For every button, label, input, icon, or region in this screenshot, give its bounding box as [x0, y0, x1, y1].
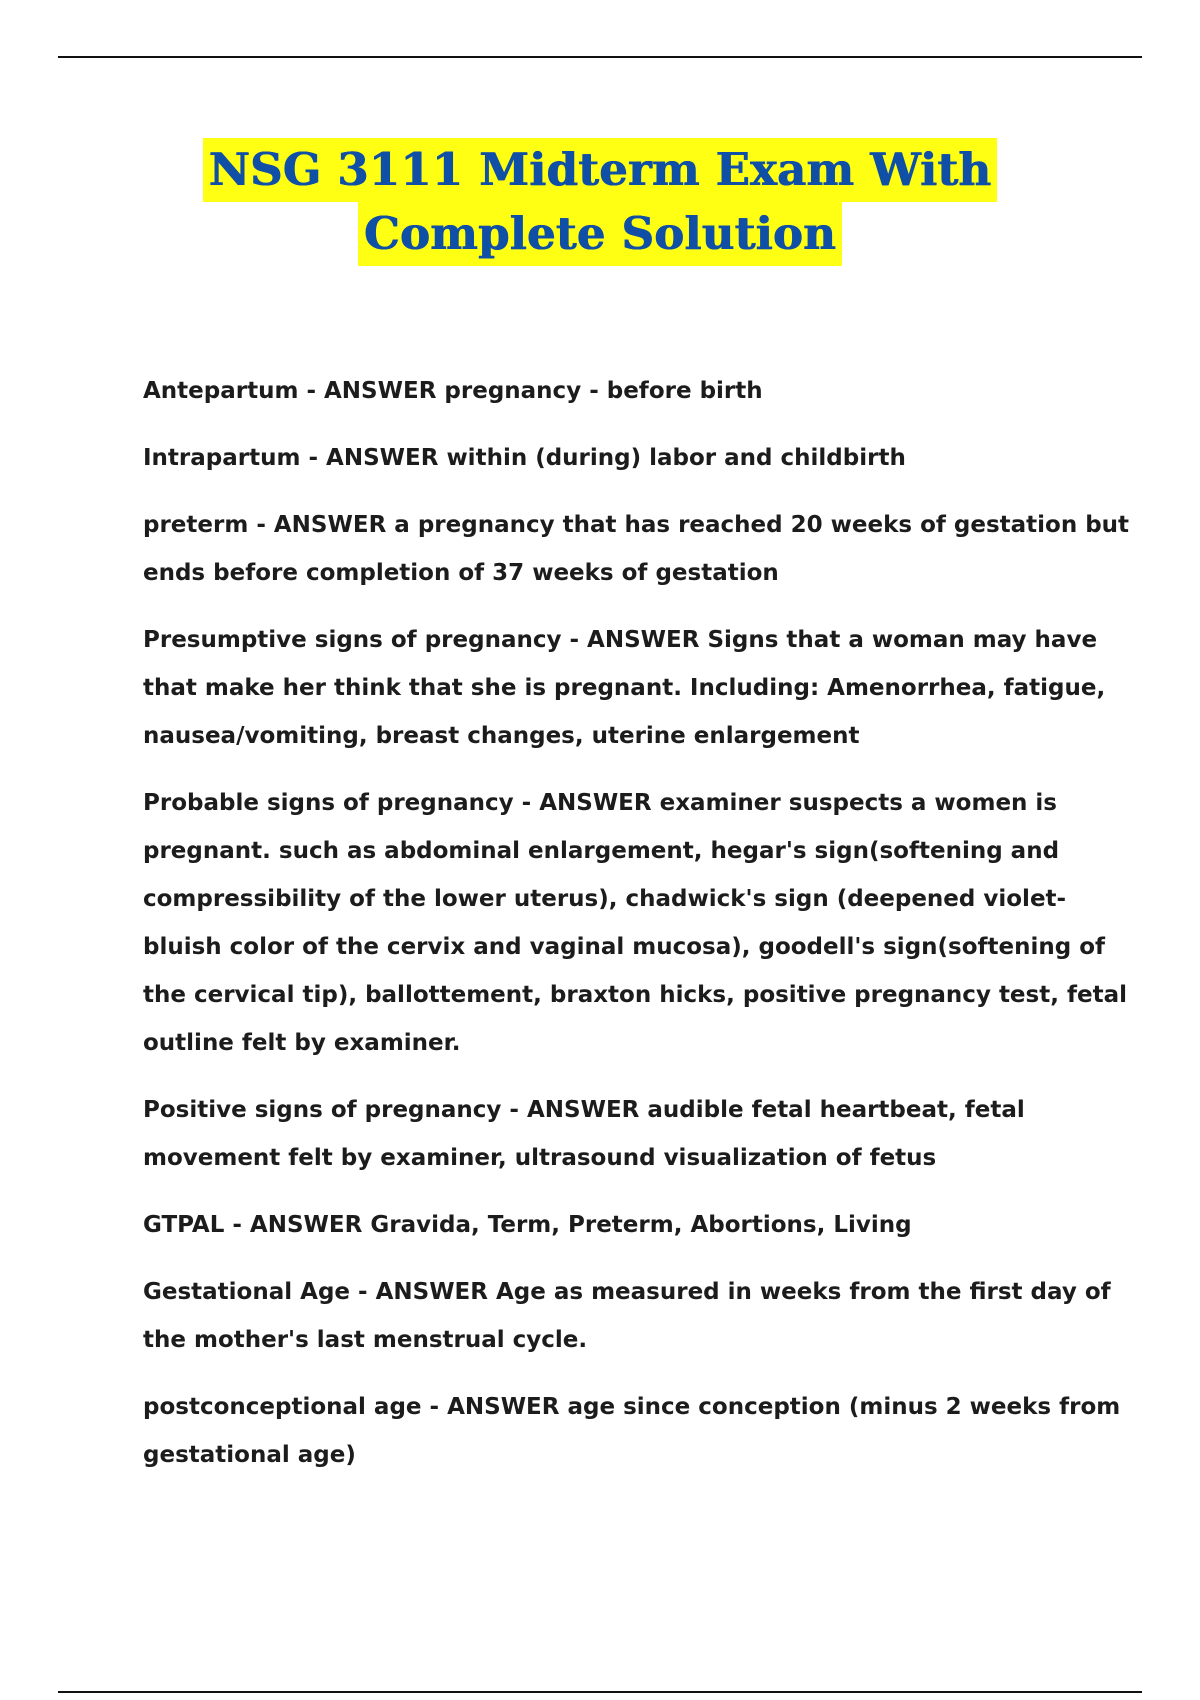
qa-answer: Signs that a woman may have that make her think that she is pregnant. Including: Amenorrhea, fatigue, nausea/vomiting, breast changes, uterine enlargement: [143, 627, 1106, 749]
title-line-2: Complete Solution: [358, 202, 842, 266]
qa-term: postconceptional age: [143, 1394, 422, 1420]
qa-answer: examiner suspects a women is pregnant. such as abdominal enlargement, hegar's sign(softening and compressibility of the lower uterus), chadwick's sign (deepened violet-bluish color of the cervix and vaginal mucosa), goodell's sign(softening of the cervical tip), ballottement, braxton hicks, positive pregnancy test, fetal outline felt by examiner.: [143, 790, 1127, 1056]
qa-item-preterm: [143, 501, 1143, 597]
qa-separator: - ANSWER: [300, 445, 447, 471]
qa-separator: - ANSWER: [421, 1394, 568, 1420]
qa-separator: - ANSWER: [561, 627, 708, 653]
qa-answer: audible fetal heartbeat, fetal movement felt by examiner, ultrasound visualization of fetus: [143, 1097, 1025, 1171]
bottom-rule: [58, 1691, 1142, 1693]
qa-term: Presumptive signs of pregnancy: [143, 627, 562, 653]
qa-term: Gestational Age: [143, 1279, 351, 1305]
qa-separator: - ANSWER: [350, 1279, 496, 1305]
qa-separator: - ANSWER: [513, 790, 660, 816]
qa-answer: Gravida, Term, Preterm, Abortions, Living: [370, 1212, 912, 1238]
qa-item-intrapartum: [143, 434, 1143, 482]
title-line-1: NSG 3111 Midterm Exam With: [203, 138, 998, 202]
qa-term: Antepartum: [143, 378, 299, 404]
qa-item-gtpal: [143, 1201, 1143, 1249]
qa-list: [143, 367, 1143, 1498]
qa-item-antepartum: [143, 367, 1143, 415]
qa-answer: within (during) labor and childbirth: [446, 445, 906, 471]
qa-term: GTPAL: [143, 1212, 225, 1238]
qa-term: preterm: [143, 512, 249, 538]
qa-item-gestational-age: [143, 1268, 1143, 1364]
document-title: [0, 138, 1200, 266]
top-rule: [58, 56, 1142, 58]
qa-item-probable-signs: [143, 779, 1143, 1067]
qa-term: Probable signs of pregnancy: [143, 790, 514, 816]
qa-term: Positive signs of pregnancy: [143, 1097, 502, 1123]
qa-answer: a pregnancy that has reached 20 weeks of gestation but ends before completion of 37 weeks of gestation: [143, 512, 1130, 586]
qa-answer: Age as measured in weeks from the first day of the mother's last menstrual cycle.: [143, 1279, 1111, 1353]
qa-separator: - ANSWER: [248, 512, 395, 538]
qa-item-presumptive-signs: [143, 616, 1143, 760]
qa-item-postconceptional-age: [143, 1383, 1143, 1479]
qa-answer: pregnancy - before birth: [444, 378, 763, 404]
qa-separator: - ANSWER: [224, 1212, 371, 1238]
qa-item-positive-signs: [143, 1086, 1143, 1182]
qa-separator: - ANSWER: [501, 1097, 648, 1123]
qa-term: Intrapartum: [143, 445, 301, 471]
qa-separator: - ANSWER: [298, 378, 445, 404]
qa-answer: age since conception (minus 2 weeks from gestational age): [143, 1394, 1121, 1468]
